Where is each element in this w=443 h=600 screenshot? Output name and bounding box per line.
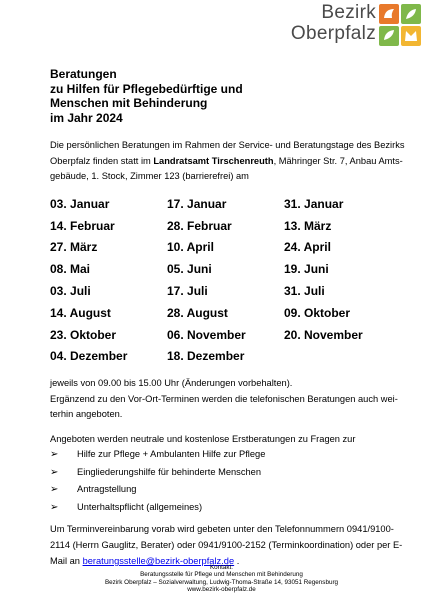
consultation-date: 24. April xyxy=(284,240,331,255)
offer-list-item xyxy=(50,464,405,482)
intro-text-part1: Die persönlichen Beratungen im Rahmen der Service- und Beratungstage des Bezirks Oberpfalz finden statt im xyxy=(50,140,405,166)
consultation-date: 04. Dezember xyxy=(50,349,128,364)
consultation-date: 31. Januar xyxy=(284,196,344,211)
consultation-date: 08. Mai xyxy=(50,262,91,277)
consultation-date: 03. Juli xyxy=(50,284,91,299)
offers-list xyxy=(50,446,405,516)
arrow-bullet-icon: ➢ xyxy=(50,449,59,460)
intro-text-part2: , Mähringer Str. 7, Anbau Amts-gebäude, 1. Stock, Zimmer 123 (barrierefrei) am xyxy=(50,155,403,181)
consultation-date: 28. August xyxy=(167,305,228,320)
consultation-date: 28. Februar xyxy=(167,218,232,233)
title-line1: Beratungen xyxy=(50,67,117,81)
org-logo-text xyxy=(291,2,376,44)
consultation-date: 17. Januar xyxy=(167,196,227,211)
consultation-date: 13. März xyxy=(284,218,332,233)
document-title xyxy=(50,67,310,125)
dates-grid xyxy=(50,193,395,367)
consultation-date: 05. Juni xyxy=(167,262,212,277)
offer-item-text: Antragstellung xyxy=(77,484,137,494)
consultation-date: 06. November xyxy=(167,327,246,342)
offer-item-text: Eingliederungshilfe für behinderte Menschen xyxy=(77,466,261,477)
consultation-date: 10. April xyxy=(167,240,214,255)
time-note: jeweils von 09.00 bis 15.00 Uhr (Änderungen vorbehalten). xyxy=(50,378,293,388)
title-line4: im Jahr 2024 xyxy=(50,110,123,125)
notes-section xyxy=(50,376,405,423)
offer-list-item xyxy=(50,481,405,499)
consultation-date: 09. Oktober xyxy=(284,305,351,320)
consultation-date: 18. Dezember xyxy=(167,349,245,364)
title-line2: zu Hilfen für Pflegebedürftige und xyxy=(50,81,243,96)
offer-item-text: Hilfe zur Pflege + Ambulanten Hilfe zur Pflege xyxy=(77,449,266,459)
org-name-line1: Bezirk xyxy=(321,2,376,23)
intro-location: Landratsamt Tirschenreuth xyxy=(153,155,274,166)
footer-line1: Beratungsstelle für Pflege und Menschen mit Behinderung xyxy=(140,571,303,579)
consultation-date: 14. Februar xyxy=(50,218,115,233)
consultation-date: 17. Juli xyxy=(167,284,208,299)
consultation-date: 20. November xyxy=(284,327,363,342)
footer xyxy=(0,564,443,594)
phone-note-line2: terhin angeboten. xyxy=(50,409,123,419)
arrow-bullet-icon: ➢ xyxy=(50,484,59,495)
consultation-date: 03. Januar xyxy=(50,196,110,211)
consultation-date: 14. August xyxy=(50,305,111,320)
contact-end: . xyxy=(234,556,240,566)
intro-paragraph xyxy=(50,138,405,185)
contact-paragraph xyxy=(50,521,405,569)
footer-label: Kontakt: xyxy=(209,564,234,571)
org-name-line2: Oberpfalz xyxy=(290,23,376,44)
arrow-bullet-icon: ➢ xyxy=(50,466,59,478)
consultation-date: 31. Juli xyxy=(284,284,325,299)
consultation-date: 19. Juni xyxy=(284,262,329,277)
bezirk-logo-icon xyxy=(379,4,421,46)
footer-line2: Bezirk Oberpfalz – Sozialverwaltung, Ludwig-Thoma-Straße 14, 93051 Regensburg xyxy=(104,578,339,586)
footer-website: www.bezirk-oberpfalz.de xyxy=(187,586,256,594)
title-line3: Menschen mit Behinderung xyxy=(50,96,208,110)
arrow-bullet-icon: ➢ xyxy=(50,501,59,513)
offer-list-item xyxy=(50,446,405,464)
offer-item-text: Unterhaltspflicht (allgemeines) xyxy=(77,501,203,512)
offer-list-item xyxy=(50,499,405,517)
offers-intro: Angeboten werden neutrale und kostenlose Erstberatungen zu Fragen zur xyxy=(50,434,356,444)
contact-text: Um Terminvereinbarung vorab wird gebeten unter den Telefonnummern 0941/9100-2114 (Herrn Gauglitz, Berater) oder 0941/9100-2152 (Terminkoordination) oder per E-Mail an xyxy=(50,524,403,566)
phone-note-line1: Ergänzend zu den Vor-Ort-Terminen werden die telefonischen Beratungen auch wei- xyxy=(50,393,398,404)
consultation-date: 27. März xyxy=(50,240,98,255)
email-link[interactable]: beratungsstelle@bezirk-oberpfalz.de xyxy=(82,556,235,566)
consultation-date: 23. Oktober xyxy=(50,327,117,342)
